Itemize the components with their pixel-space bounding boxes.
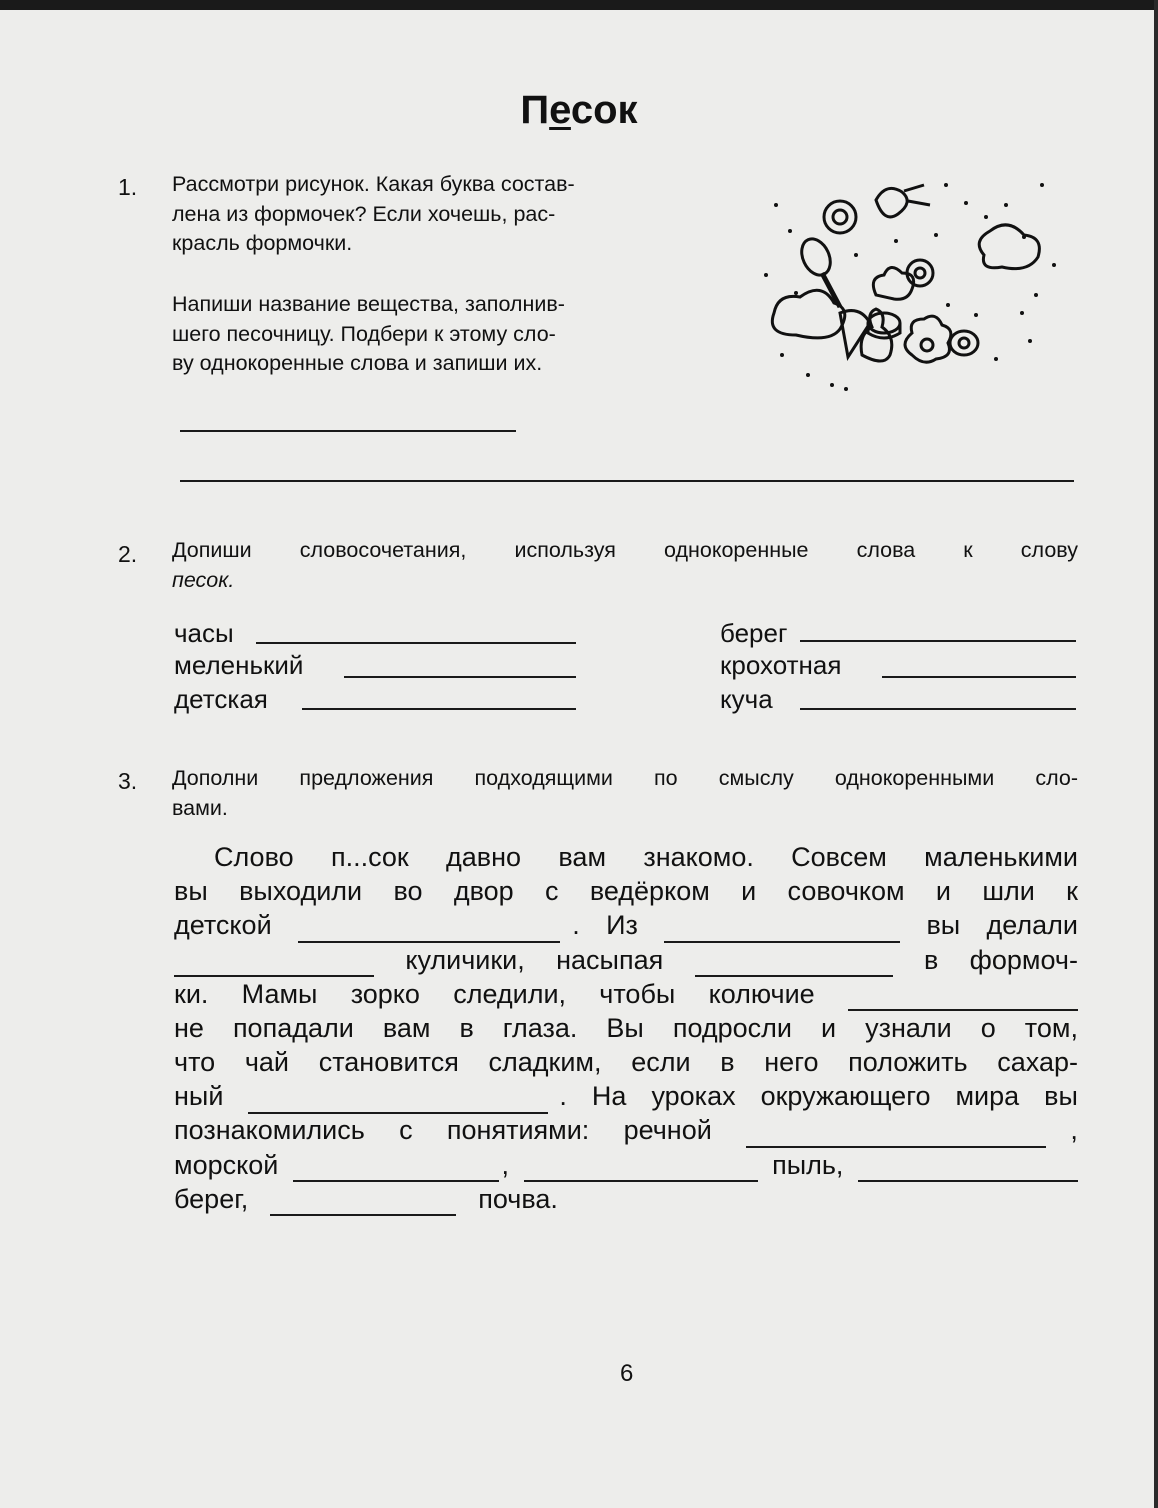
page-title: Песок xyxy=(520,88,638,132)
answer-line[interactable] xyxy=(180,430,516,432)
mold-pot xyxy=(876,188,907,217)
story-blank[interactable] xyxy=(293,1156,499,1182)
story-text: Слово п...сок давно вам знакомо. Совсем маленькими вы выходили во двор с ведёрком и совочком и шли к детской . Из вы делали куличики, насыпая в формоч- ки. Мамы зорко следили, чтобы колючие не попадали вам в глаза. Вы подросли и узнали о том, что чай становится сладким, если в него положить сахар- ный . На уроках окружающего мира вы познакомились с понятиями: речной , морской , пыль, берег, почва. xyxy=(174,840,1078,1216)
phrase-blank[interactable] xyxy=(302,708,576,710)
task-1-instruction-2: Напиши название вещества, заполнив- шего песочницу. Подбери к этому сло- ву однокоренные слова и запиши их. xyxy=(172,292,565,375)
phrase-blank[interactable] xyxy=(256,642,576,644)
phrase-blank[interactable] xyxy=(344,676,576,678)
story-blank[interactable] xyxy=(298,917,560,943)
story-blank[interactable] xyxy=(664,917,900,943)
phrase-blank[interactable] xyxy=(800,708,1076,710)
phrase-right-1: берег xyxy=(720,618,788,648)
scan-top-border xyxy=(0,0,1158,10)
story-blank[interactable] xyxy=(248,1088,548,1114)
mold-cloud-right xyxy=(979,225,1039,269)
page-number: 6 xyxy=(620,1360,634,1387)
mold-heart xyxy=(873,267,913,299)
sand-molds-illustration xyxy=(736,145,1076,405)
phrase-left-3: детская xyxy=(174,684,268,714)
phrase-right-3: куча xyxy=(720,684,773,714)
phrase-blank[interactable] xyxy=(882,676,1076,678)
mold-donut xyxy=(950,331,978,355)
phrase-left-1: часы xyxy=(174,618,234,648)
mold-round xyxy=(824,201,856,233)
task-3-instruction: Дополни предложения подходящими по смыслу однокоренными сло- вами. xyxy=(172,766,1078,820)
task-2-number: 2. xyxy=(118,541,138,567)
mold-spoon xyxy=(796,234,836,279)
phrase-left-2: меленький xyxy=(174,650,304,680)
story-blank[interactable] xyxy=(174,951,374,977)
story-blank[interactable] xyxy=(746,1122,1046,1148)
story-blank[interactable] xyxy=(848,985,1078,1011)
story-blank[interactable] xyxy=(695,951,893,977)
phrase-right-2: крохотная xyxy=(720,650,842,680)
scan-right-border xyxy=(1154,0,1158,1508)
answer-line[interactable] xyxy=(180,480,1074,482)
task-2-instruction: Допиши словосочетания, используя однокоренные слова к слову песок. xyxy=(172,538,1078,592)
mold-ring xyxy=(907,260,933,286)
stressed-letter: е xyxy=(549,88,571,132)
task-3-number: 3. xyxy=(118,768,138,794)
story-blank[interactable] xyxy=(858,1156,1078,1182)
task-1-instruction: Рассмотри рисунок. Какая буква состав- лена из формочек? Если хочешь, рас- красль формочки. xyxy=(172,172,575,255)
phrase-blank[interactable] xyxy=(800,640,1076,642)
story-blank[interactable] xyxy=(270,1190,456,1216)
task-1-number: 1. xyxy=(118,174,138,200)
story-blank[interactable] xyxy=(524,1156,758,1182)
